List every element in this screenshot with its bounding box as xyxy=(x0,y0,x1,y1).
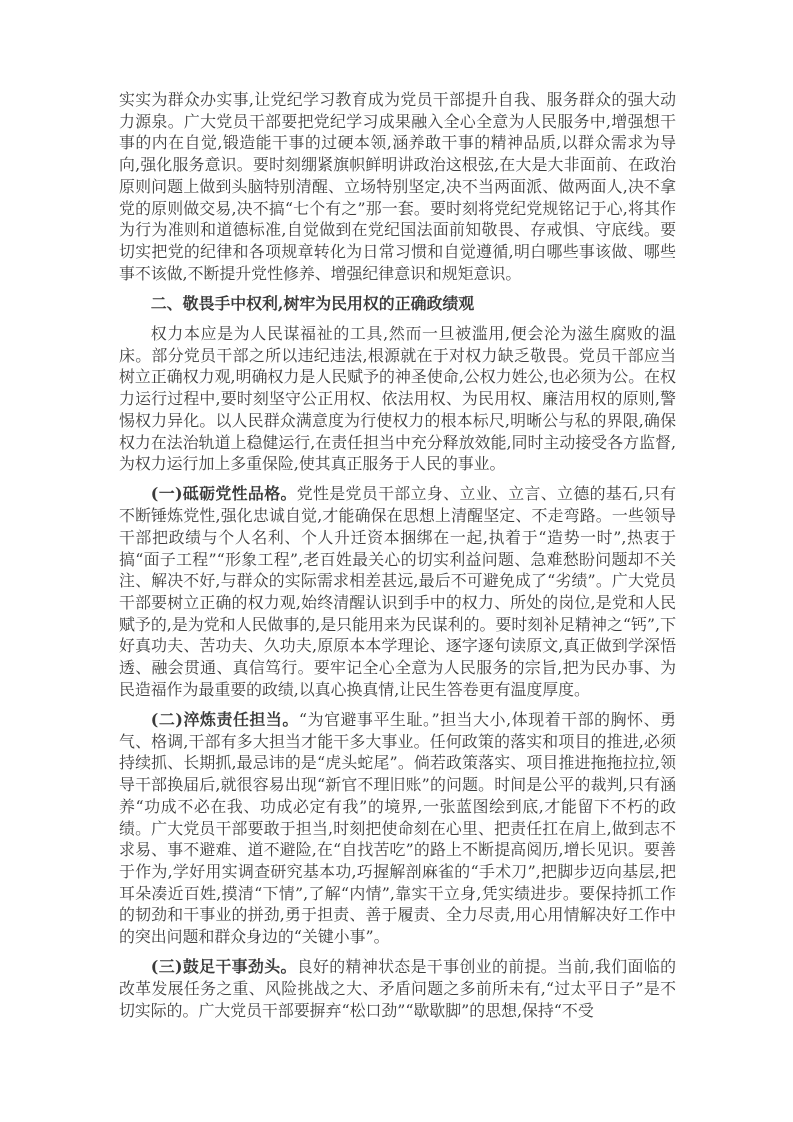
subparagraph-work-drive-text: 良好的精神状态是干事创业的前提。当前,我们面临的改革发展任务之重、风险挑战之大、矛盾问题之多前所未有,“过太平日子”是不切实际的。广大党员干部要摒弃“松口劲”“歇歇脚”的思想,保持“不受 xyxy=(119,957,676,1020)
paragraph-power-overview: 权力本应是为人民谋福祉的工具,然而一旦被滥用,便会沦为滋生腐败的温床。部分党员干部之所以违纪违法,根源就在于对权力缺乏敬畏。党员干部应当树立正确权力观,明确权力是人民赋予的神圣使命,公权力姓公,也必须为公。在权力运行过程中,要时刻坚守公正用权、依法用权、为民用权、廉洁用权的原则,警惕权力异化。以人民群众满意度为行使权力的根本标尺,明晰公与私的界限,确保权力在法治轨道上稳健运行,在责任担当中充分释放效能,同时主动接受各方监督,为权力运行加上多重保险,使其真正服务于人民的事业。 xyxy=(119,324,676,474)
paragraph-continuation: 实实为群众办实事,让党纪学习教育成为党员干部提升自我、服务群众的强大动力源泉。广大党员干部要把党纪学习成果融入全心全意为人民服务中,增强想干事的内在自觉,锻造能干事的过硬本领,涵养敢干事的精神品质,以群众需求为导向,强化服务意识。要时刻绷紧旗帜鲜明讲政治这根弦,在大是大非面前、在政治原则问题上做到头脑特别清醒、立场特别坚定,决不当两面派、做两面人,决不拿党的原则做交易,决不搞“七个有之”那一套。要时刻将党纪党规铭记于心,将其作为行为准则和道德标准,自觉做到在党纪国法面前知敬畏、存戒惧、守底线。要切实把党的纪律和各项规章转化为日常习惯和自觉遵循,明白哪些事该做、哪些事不该做,不断提升党性修养、增强纪律意识和规矩意识。 xyxy=(119,90,676,283)
section-heading: 二、敬畏手中权利,树牢为民用权的正确政绩观 xyxy=(150,293,475,313)
subheading-party-character: (一)砥砺党性品格。 xyxy=(150,484,297,504)
paragraph-section-1 xyxy=(119,483,676,700)
paragraph-section-2 xyxy=(119,709,676,948)
subparagraph-responsibility-text: “为官避事平生耻。”担当大小,体现着干部的胸怀、勇气、格调,干部有多大担当才能干多大事业。任何政策的落实和项目的推进,必须持续抓、长期抓,最忌讳的是“虎头蛇尾”。倘若政策落实、项目推进拖拖拉拉,领导干部换届后,就很容易出现“新官不理旧账”的问题。时间是公平的裁判,只有涵养“功成不必在我、功成必定有我”的境界,一张蓝图绘到底,才能留下不朽的政绩。广大党员干部要敢于担当,时刻把使命刻在心里、把责任扛在肩上,做到志不求易、事不避难、道不避险,在“自找苦吃”的路上不断提高阅历,增长见识。要善于作为,学好用实调查研究基本功,巧握解剖麻雀的“手术刀”,把脚步迈向基层,把耳朵凑近百姓,摸清“下情”,了解“内情”,靠实干立身,凭实绩进步。要保持抓工作的韧劲和干事业的拼劲,勇于担责、善于履责、全力尽责,用心用情解决好工作中的突出问题和群众身边的“关键小事”。 xyxy=(119,709,676,947)
subheading-responsibility: (二)淬炼责任担当。 xyxy=(150,709,299,729)
subparagraph-party-character-text: 党性是党员干部立身、立业、立言、立德的基石,只有不断锤炼党性,强化忠诚自觉,才能确保在思想上清醒坚定、不走弯路。一些领导干部把政绩与个人名利、个人升迁资本捆绑在一起,执着于“造势一时”,热衷于搞“面子工程”“形象工程”,老百姓最关心的切实利益问题、急难愁盼问题却不关注、解决不好,与群众的实际需求相差甚远,最后不可避免成了“劣绩”。广大党员干部要树立正确的权力观,始终清醒认识到手中的权力、所处的岗位,是党和人民赋予的,是为党和人民做事的,是只能用来为民谋利的。要时刻补足精神之“钙”,下好真功夫、苦功夫、久功夫,原原本本学理论、逐字逐句读原文,真正做到学深悟透、融会贯通、真信笃行。要牢记全心全意为人民服务的宗旨,把为民办事、为民造福作为最重要的政绩,以真心换真情,让民生答卷更有温度厚度。 xyxy=(119,484,676,699)
subheading-work-drive: (三)鼓足干事劲头。 xyxy=(150,957,297,977)
paragraph-section-3 xyxy=(119,956,676,1021)
